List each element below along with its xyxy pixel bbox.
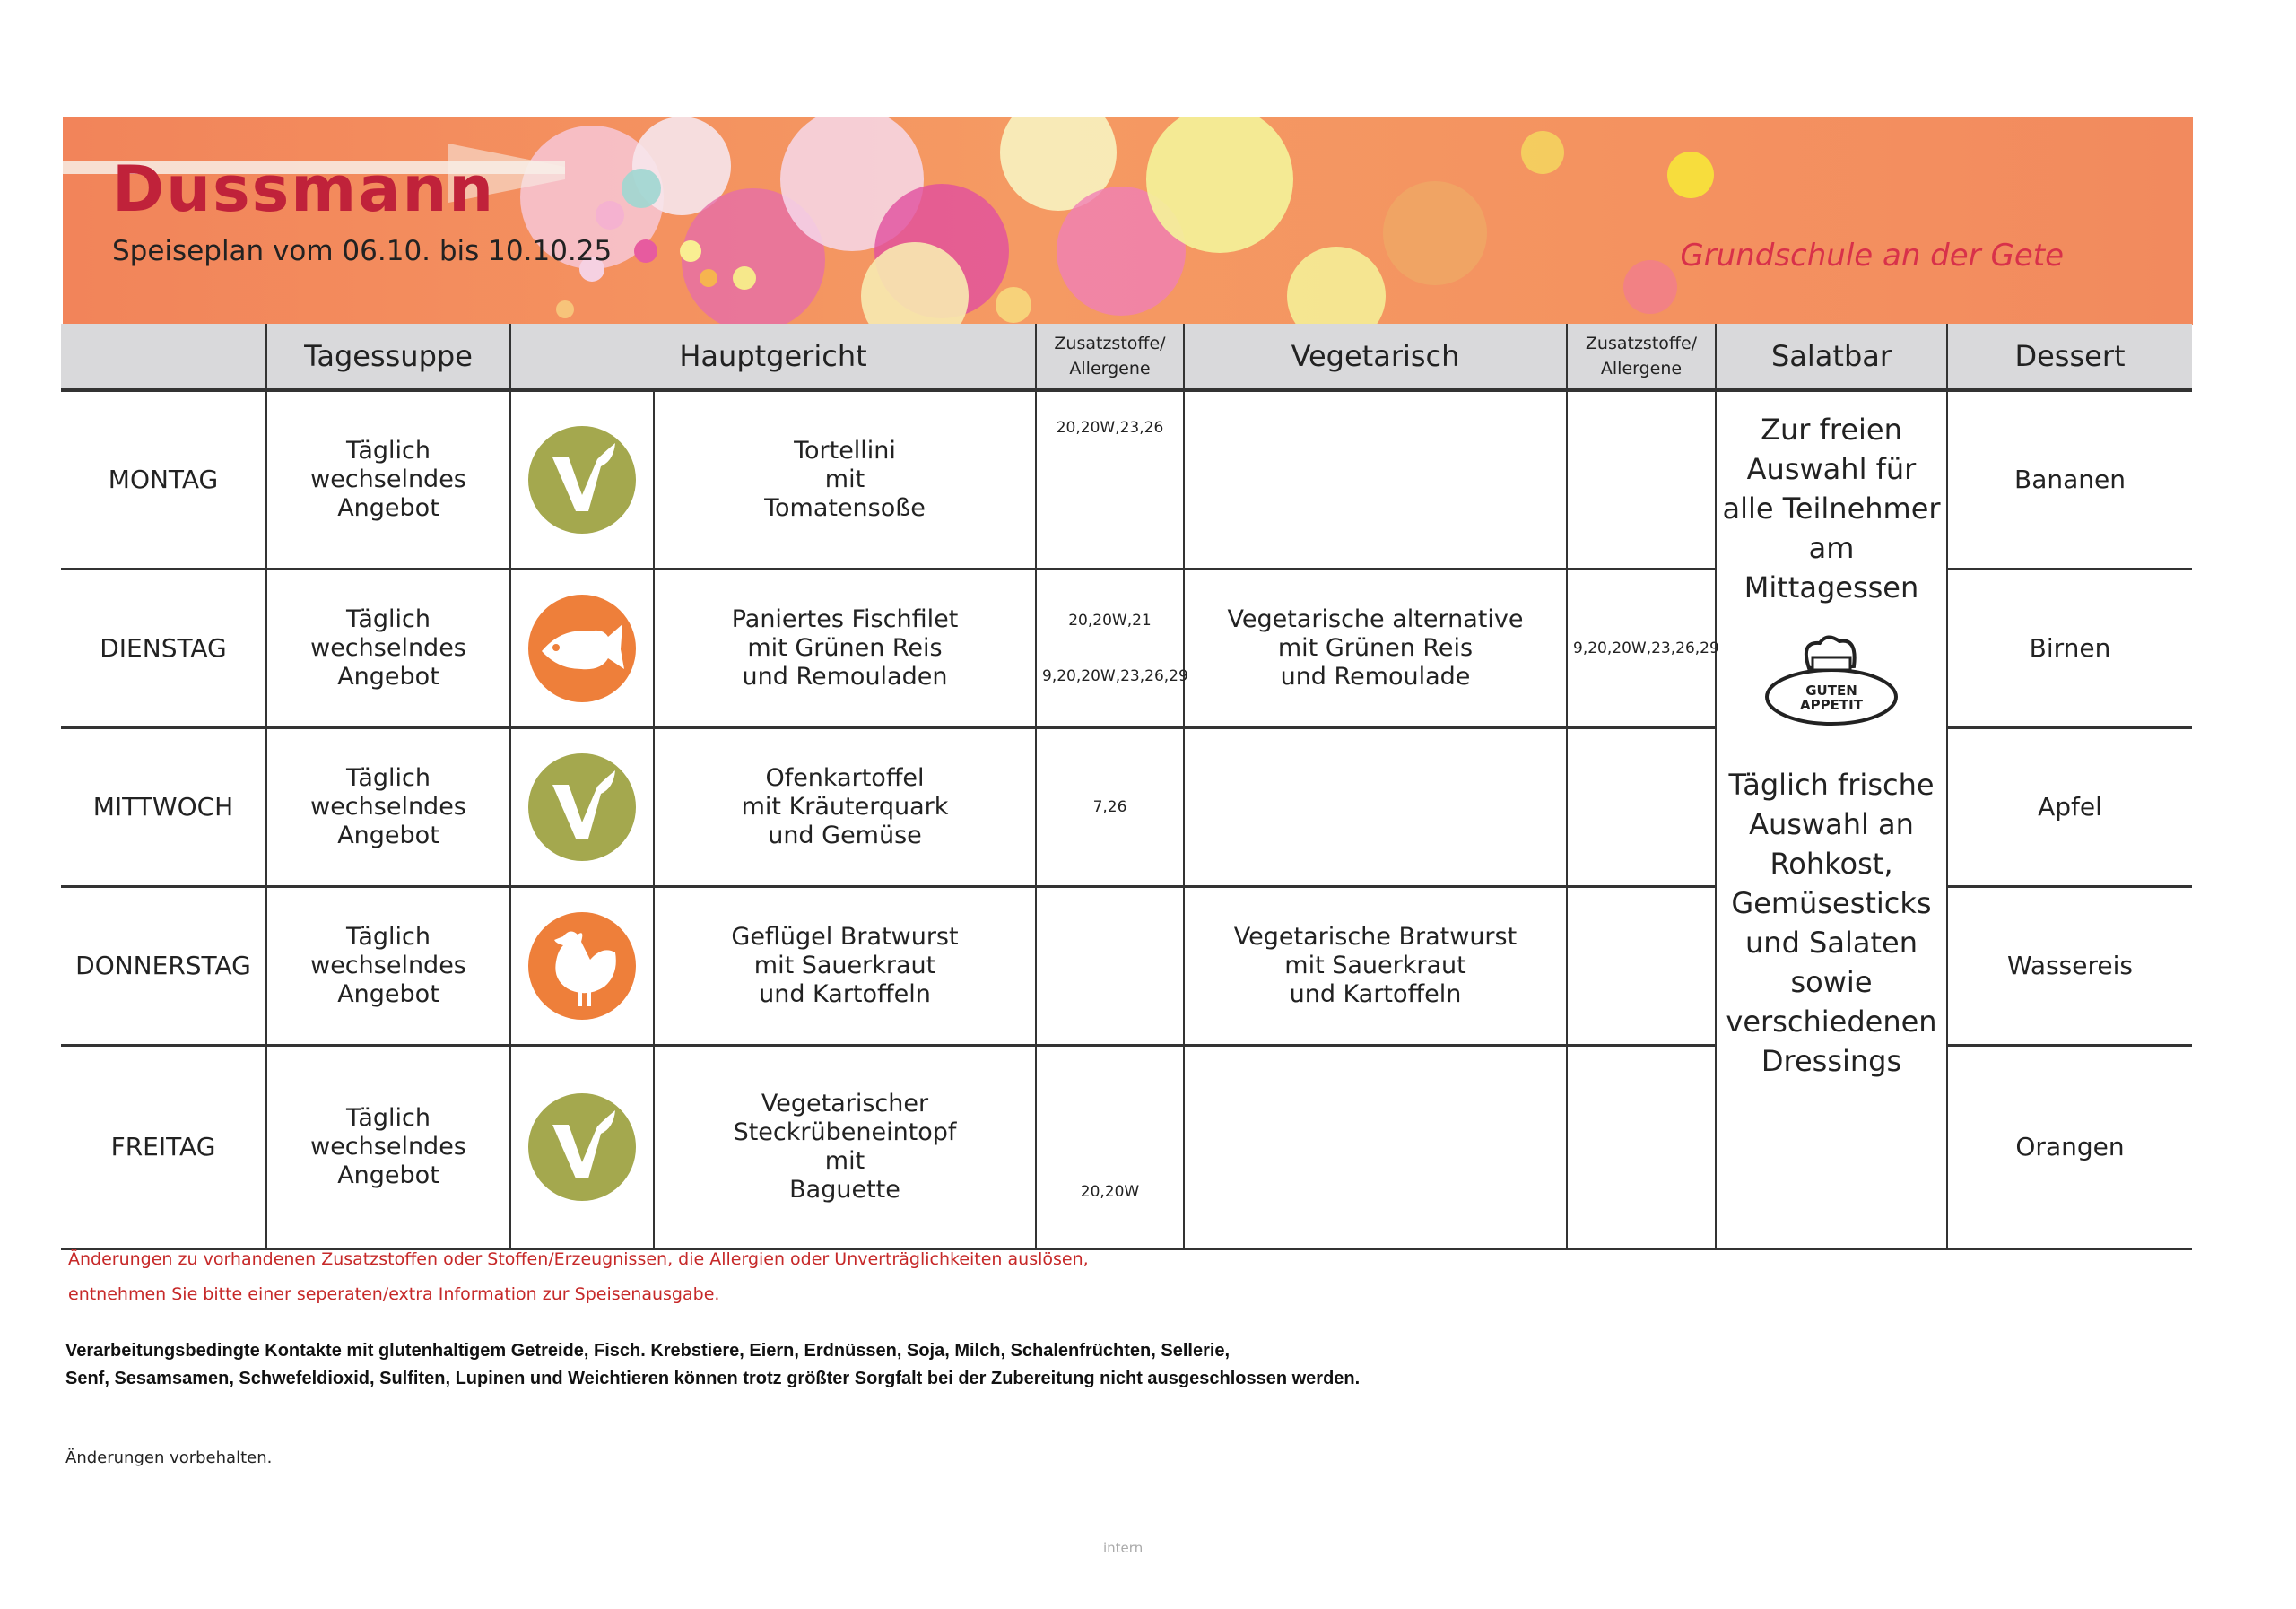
veg-additives-cell [1567,728,1716,887]
vegetarian-icon [526,1091,639,1204]
changes-reserved-note: Änderungen vorbehalten. [65,1448,273,1467]
main-additives-cell: 20,20W [1036,1046,1184,1249]
additives-header-2: Zusatzstoffe/ Allergene [1567,324,1716,390]
dish-type-cell [510,728,654,887]
day-cell: DIENSTAG [61,570,266,728]
allergen-change-note-line-1: Änderungen zu vorhandenen Zusatzstoffen oder Stoffen/Erzeugnissen, die Allergien oder Unverträglichkeiten auslösen, [68,1249,1089,1269]
cross-contact-note-line-2: Senf, Sesamsamen, Schwefeldioxid, Sulfiten, Lupinen und Weichtieren können trotz größter Sorgfalt bei der Zubereitung nicht ausgeschlossen werden. [65,1369,1361,1388]
soup-cell: Täglich wechselndes Angebot [266,570,510,728]
vegetarian-cell: Vegetarische alternative mit Grünen Reis und Remoulade [1184,570,1567,728]
cross-contact-note-line-1: Verarbeitungsbedingte Kontakte mit glutenhaltigem Getreide, Fisch. Krebstiere, Eiern, Erdnüssen, Soja, Milch, Schalenfrüchten, Sellerie, [65,1341,1231,1361]
salad-header: Salatbar [1716,324,1947,390]
allergen-change-note-line-2: entnehmen Sie bitte einer seperaten/extra Information zur Speisenausgabe. [68,1284,720,1304]
salad-description-text: Täglich frische Auswahl an Rohkost, Gemüsesticks und Salaten sowie verschiedenen Dressings [1726,768,1937,1078]
soup-cell: Täglich wechselndes Angebot [266,728,510,887]
main-additives-cell: 20,20W,21 9,20,20W,23,26,29 [1036,570,1184,728]
chicken-icon [526,909,639,1022]
dish-type-cell [510,1046,654,1249]
dish-type-cell [510,887,654,1046]
veg-additives-cell [1567,1046,1716,1249]
school-name: Grundschule an der Gete [1680,238,2064,274]
svg-text:GUTEN: GUTEN [1805,683,1857,699]
main-additives-cell: 20,20W,23,26 [1036,390,1184,570]
day-cell: FREITAG [61,1046,266,1249]
vegetarian-icon [526,751,639,864]
veg-additives-cell [1567,390,1716,570]
dessert-cell: Orangen [1947,1046,2192,1249]
vegetarian-cell [1184,390,1567,570]
salad-intro-text: Zur freien Auswahl für alle Teilnehmer am Mittagessen [1722,413,1941,604]
vegetarian-cell [1184,728,1567,887]
dish-type-cell [510,570,654,728]
main-header: Hauptgericht [510,324,1036,390]
brand-logo: Dussmann [112,152,496,226]
dessert-cell: Wassereis [1947,887,2192,1046]
menu-table [61,324,2192,1250]
salad-bar-cell [1716,390,1947,1249]
soup-cell: Täglich wechselndes Angebot [266,1046,510,1249]
main-additives-cell: 7,26 [1036,728,1184,887]
header-banner [63,117,2193,325]
day-header [61,324,266,390]
main-dish-cell: Vegetarischer Steckrübeneintopf mit Baguette [654,1046,1036,1249]
day-cell: DONNERSTAG [61,887,266,1046]
dessert-cell: Birnen [1947,570,2192,728]
header-row [61,324,2192,390]
veg-additives-cell: 9,20,20W,23,26,29 [1567,570,1716,728]
main-dish-cell: Paniertes Fischfilet mit Grünen Reis und Remouladen [654,570,1036,728]
day-cell: MONTAG [61,390,266,570]
main-dish-cell: Ofenkartoffel mit Kräuterquark und Gemüse [654,728,1036,887]
main-additives-cell [1036,887,1184,1046]
main-dish-cell: Geflügel Bratwurst mit Sauerkraut und Kartoffeln [654,887,1036,1046]
dish-type-cell [510,390,654,570]
vegetarian-icon [526,423,639,536]
additives-header: Zusatzstoffe/ Allergene [1036,324,1184,390]
dessert-header: Dessert [1947,324,2192,390]
vegetarian-cell [1184,1046,1567,1249]
svg-text:APPETIT: APPETIT [1800,697,1863,713]
menu-date-range: Speiseplan vom 06.10. bis 10.10.25 [112,235,613,267]
main-dish-cell: Tortellini mit Tomatensoße [654,390,1036,570]
classification-label: intern [1103,1540,1144,1556]
veg-additives-cell [1567,887,1716,1046]
dessert-cell: Bananen [1947,390,2192,570]
soup-cell: Täglich wechselndes Angebot [266,887,510,1046]
vegetarian-header: Vegetarisch [1184,324,1567,390]
day-cell: MITTWOCH [61,728,266,887]
fish-icon [526,592,639,705]
soup-cell: Täglich wechselndes Angebot [266,390,510,570]
soup-header: Tagessuppe [266,324,510,390]
chef-hat-icon [1764,631,1899,729]
vegetarian-cell: Vegetarische Bratwurst mit Sauerkraut und Kartoffeln [1184,887,1567,1046]
dessert-cell: Apfel [1947,728,2192,887]
table-row [61,390,2192,570]
